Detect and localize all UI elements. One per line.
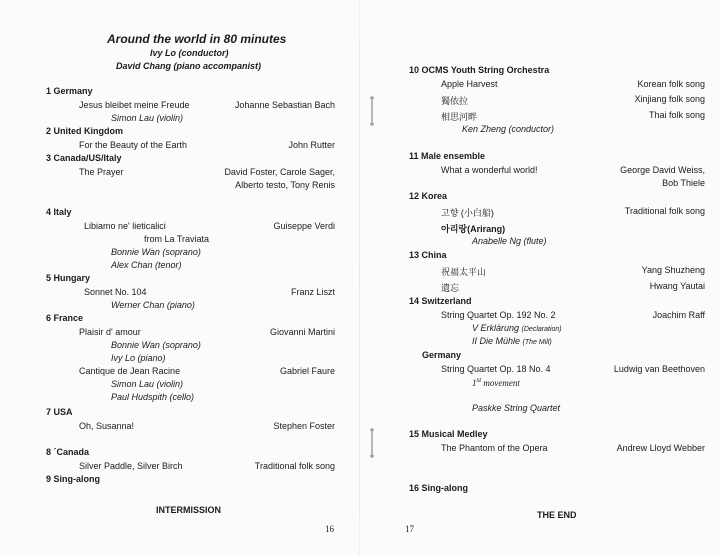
movement-title: II Die Mühle [472, 336, 521, 346]
sub-heading: Germany [422, 350, 462, 360]
piece-title: What a wonderful world! [441, 165, 538, 175]
composer: Ludwig van Beethoven [613, 364, 705, 374]
composer: Hwang Yautai [649, 281, 705, 291]
section-heading: 3 Canada/US/Italy [46, 153, 122, 163]
composer: Johanne Sebastian Bach [234, 100, 335, 110]
piece-title: Silver Paddle, Silver Birch [79, 461, 183, 471]
performer: Alex Chan (tenor) [111, 260, 182, 270]
conductor-credit: Ivy Lo (conductor) [150, 48, 229, 58]
movement-text: movement [481, 378, 520, 388]
performer: Paul Hudspith (cello) [111, 392, 195, 402]
performer: Simon Lau (violin) [111, 113, 184, 123]
piece-title: Oh, Susanna! [79, 421, 135, 431]
piece-title: 아리랑(Arirang) [441, 224, 506, 234]
piece-title: Cantique de Jean Racine [79, 366, 181, 376]
performer: Bonnie Wan (soprano) [111, 247, 201, 257]
movement-ordinal: st [476, 376, 482, 384]
movement-title: V Erklärung [472, 323, 520, 333]
composer: Stephen Foster [273, 421, 335, 431]
movement-number: 1 [472, 378, 477, 388]
section-heading: 13 China [409, 250, 447, 260]
piece-title: 獨依拉 [441, 96, 469, 106]
piece-title: 遺忘 [441, 283, 460, 293]
section-heading: 16 Sing-along [409, 483, 469, 493]
performer: Ivy Lo (piano) [111, 353, 166, 363]
composer: George David Weiss, [620, 165, 705, 175]
staple-top [368, 96, 376, 126]
performer: Werner Chan (piano) [111, 300, 195, 310]
section-heading: 8 ´Canada [46, 447, 90, 457]
performer: Ken Zheng (conductor) [462, 124, 555, 134]
performer: Paskke String Quartet [472, 403, 561, 413]
section-heading: 4 Italy [46, 207, 72, 217]
section-heading: 2 United Kingdom [46, 126, 123, 136]
piece-title: The Phantom of the Opera [441, 443, 548, 453]
piece-source: from La Traviata [144, 234, 210, 244]
movement-note: (The Mill) [522, 339, 552, 346]
piece-title: Jesus bleibet meine Freude [79, 100, 190, 110]
piece-origin: Traditional folk song [624, 206, 705, 216]
section-heading: 12 Korea [409, 191, 448, 201]
section-heading: 15 Musical Medley [409, 429, 488, 439]
page-number: 17 [405, 524, 414, 534]
composer: Bob Thiele [662, 178, 705, 188]
composer: Andrew Lloyd Webber [616, 443, 705, 453]
section-heading: 10 OCMS Youth String Orchestra [409, 65, 550, 75]
piece-title: The Prayer [79, 167, 124, 177]
section-heading: 5 Hungary [46, 273, 91, 283]
piece-origin: Xinjiang folk song [634, 94, 705, 104]
composer: Yang Shuzheng [641, 265, 705, 275]
section-heading: 11 Male ensemble [409, 151, 486, 161]
staple-bottom [368, 428, 376, 458]
page-fold [359, 0, 360, 556]
piece-title: 祝福太平山 [441, 267, 487, 277]
section-heading: 6 France [46, 313, 84, 323]
intermission-label: INTERMISSION [156, 505, 222, 515]
composer: Guiseppe Verdi [273, 221, 335, 231]
piece-title: Plaisir d' amour [79, 327, 141, 337]
piece-title: 고향 (小白船) [441, 208, 494, 218]
composer: Giovanni Martini [269, 327, 335, 337]
movement [472, 336, 552, 346]
section-heading: 14 Switzerland [409, 296, 472, 306]
section-heading: 1 Germany [46, 86, 93, 96]
piece-title: Libiamo ne' lieticalici [84, 221, 166, 231]
section-heading: 9 Sing-along [46, 474, 100, 484]
the-end-label: THE END [537, 510, 577, 520]
composer: Traditional folk song [254, 461, 335, 471]
performer: Anabelle Ng (flute) [472, 236, 547, 246]
composer: John Rutter [288, 140, 335, 150]
piece-title: For the Beauty of the Earth [79, 140, 188, 150]
performer: Simon Lau (violin) [111, 379, 184, 389]
accompanist-credit: David Chang (piano accompanist) [116, 61, 262, 71]
composer: Joachim Raff [652, 310, 705, 320]
piece-origin: Korean folk song [637, 79, 705, 89]
piece-title: 相思河畔 [441, 112, 478, 122]
composer: Franz Liszt [290, 287, 335, 297]
program-title: Around the world in 80 minutes [107, 32, 287, 46]
composer: Gabriel Faure [279, 366, 335, 376]
composer: David Foster, Carole Sager, [224, 167, 335, 177]
movement [472, 323, 562, 333]
piece-origin: Thai folk song [648, 110, 705, 120]
movement [472, 376, 520, 388]
piece-title: String Quartet Op. 192 No. 2 [441, 310, 556, 320]
piece-title: Sonnet No. 104 [84, 287, 147, 297]
piece-title: String Quartet Op. 18 No. 4 [441, 364, 551, 374]
performer: Bonnie Wan (soprano) [111, 340, 201, 350]
piece-title: Apple Harvest [441, 79, 498, 89]
composer: Alberto testo, Tony Renis [235, 180, 335, 190]
page-number: 16 [325, 524, 334, 534]
movement-note: (Declaration) [521, 326, 562, 333]
section-heading: 7 USA [46, 407, 73, 417]
